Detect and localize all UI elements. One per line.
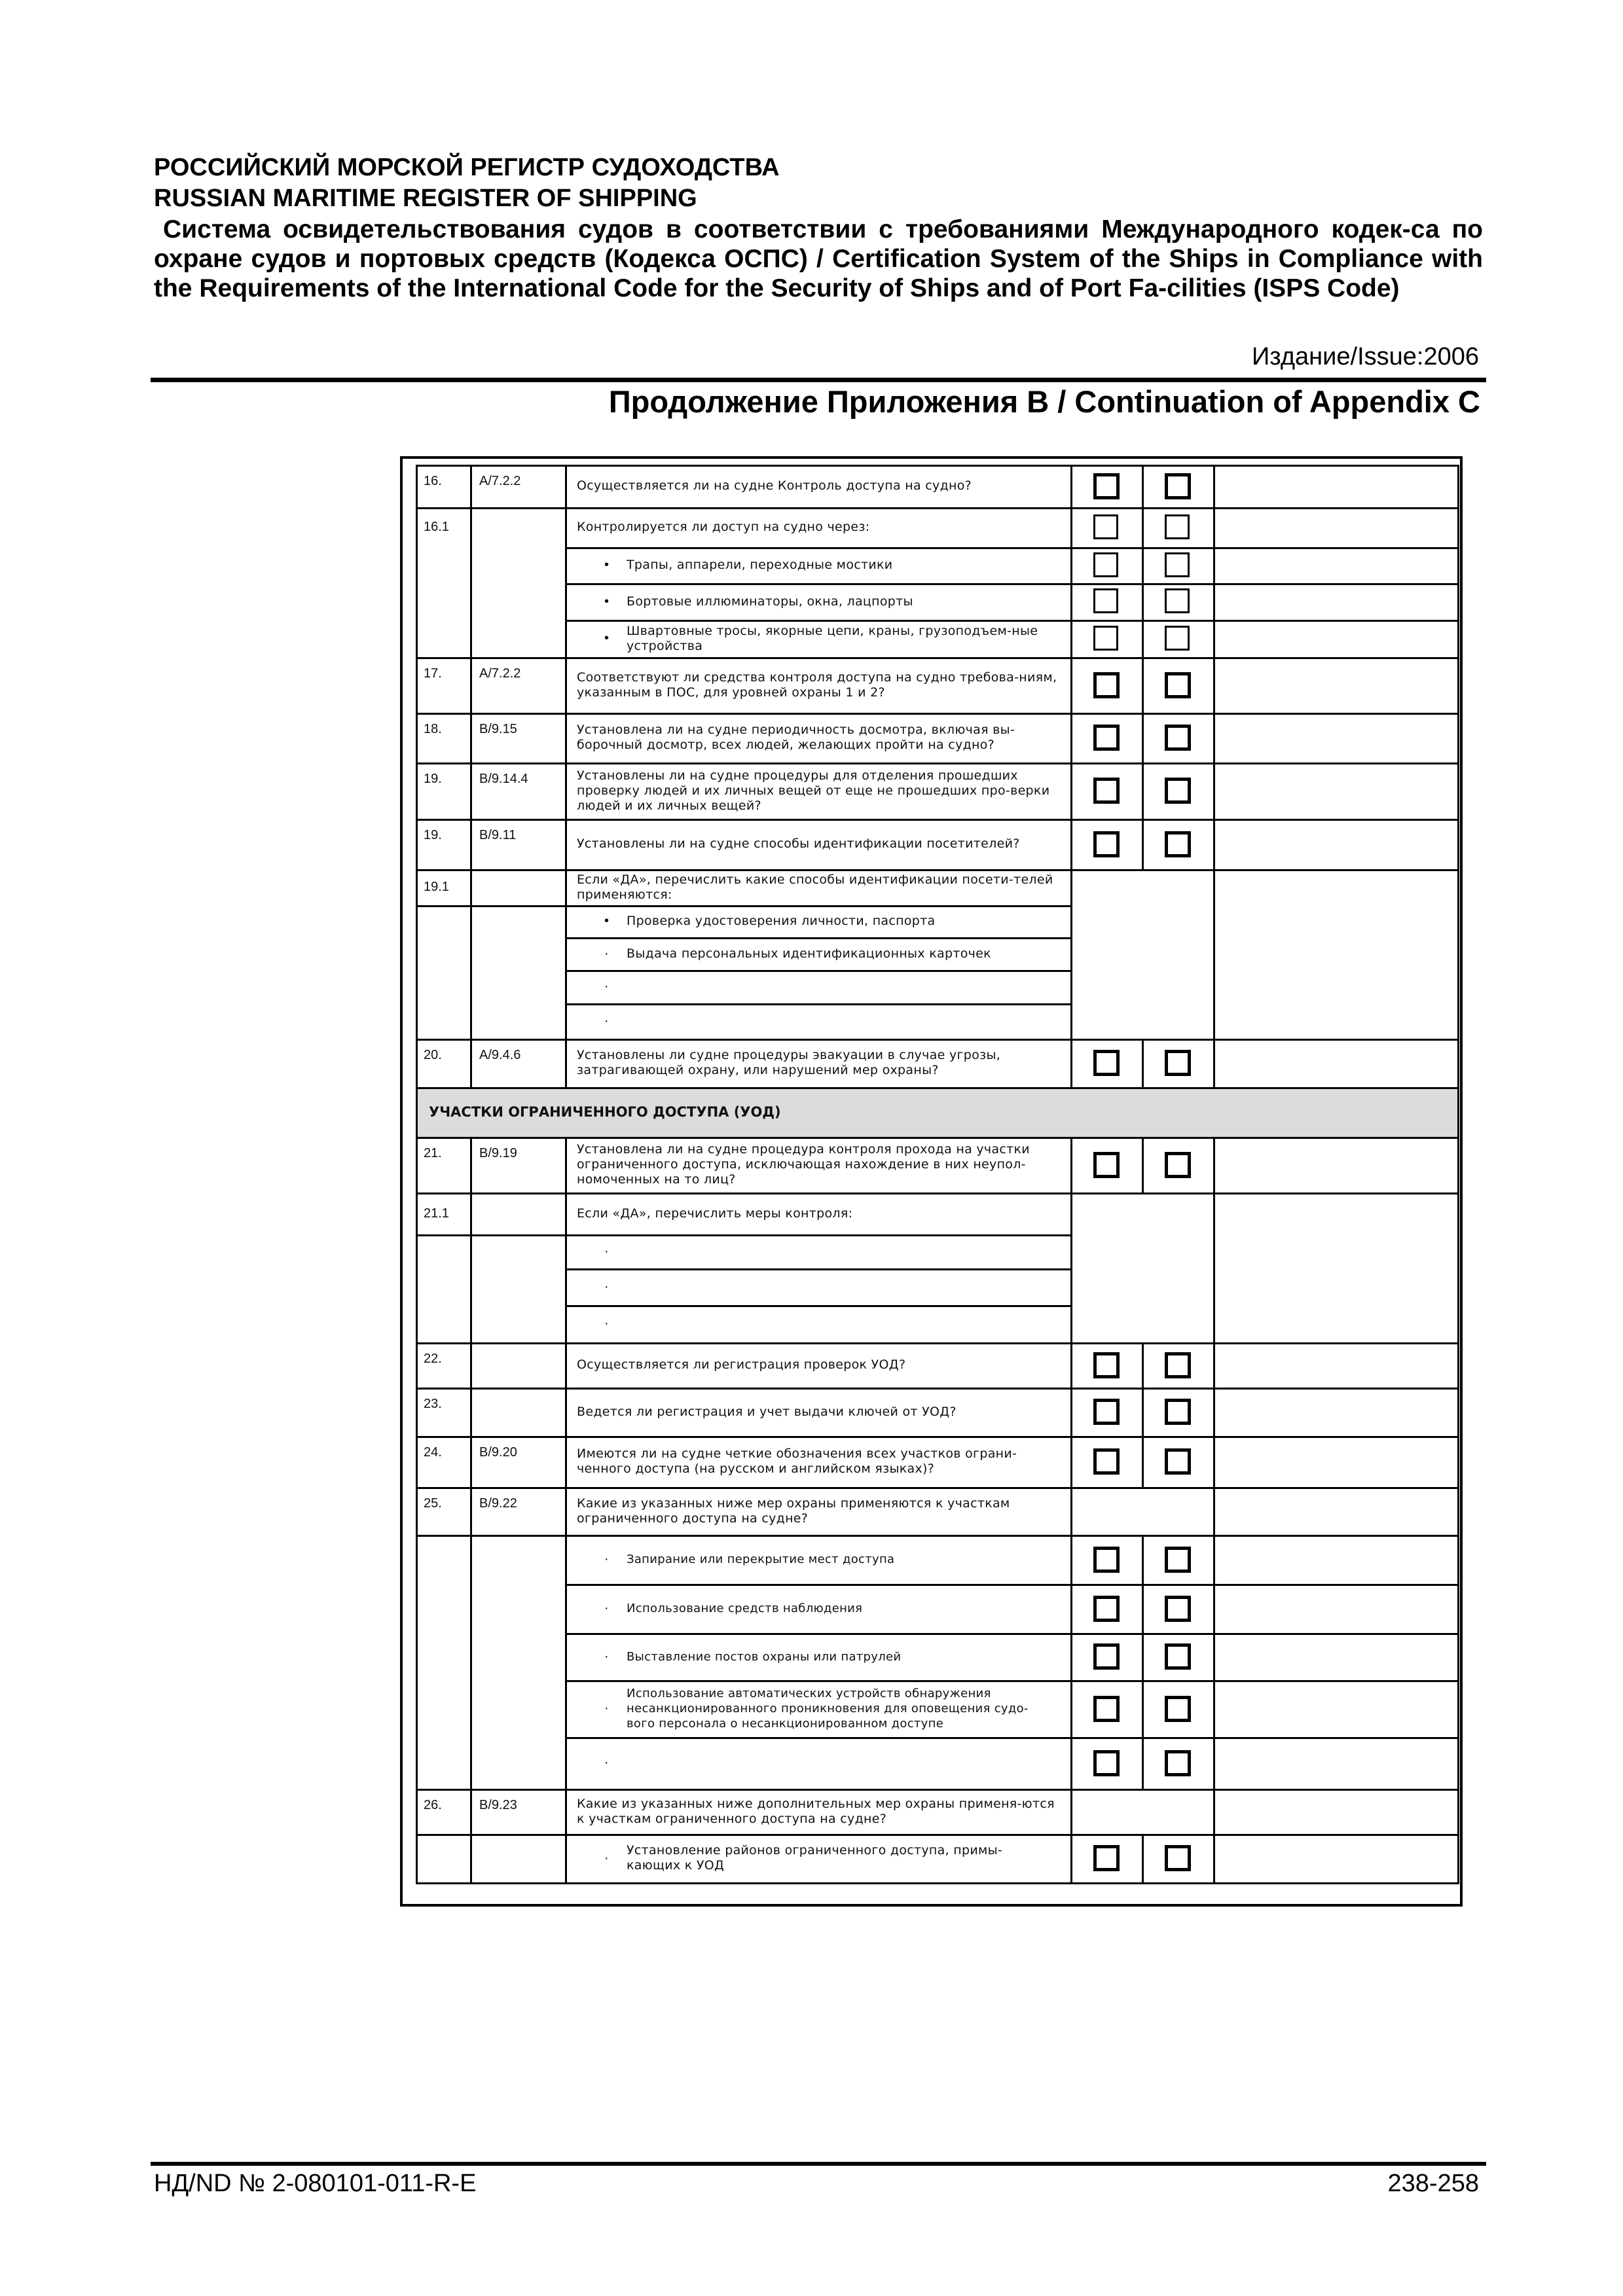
row-r25-item-5-yes-checkbox[interactable]	[1093, 1750, 1120, 1776]
row-question	[565, 1789, 1070, 1834]
row-number-text: 21.1	[424, 1206, 449, 1221]
sub-item	[624, 1680, 1064, 1737]
table-rule	[416, 1882, 1459, 1884]
row-reference	[470, 762, 565, 819]
bullet-mark: •	[604, 594, 610, 609]
row-question-text: Ведется ли регистрация и учет выдачи ключей от УОД?	[577, 1404, 957, 1419]
row-number	[416, 465, 470, 507]
row-reference-text: A/7.2.2	[479, 666, 521, 681]
sub-item-text: Выставление постов охраны или патрулей	[627, 1649, 902, 1664]
bullet-mark: ·	[604, 1601, 609, 1615]
row-r25-item-3-yes-checkbox[interactable]	[1093, 1643, 1120, 1670]
row-r16-no-checkbox[interactable]	[1165, 473, 1191, 499]
row-r26-item-1-yes-checkbox[interactable]	[1093, 1845, 1120, 1871]
row-r23-yes-checkbox[interactable]	[1093, 1399, 1120, 1425]
row-r22-no-checkbox[interactable]	[1165, 1352, 1191, 1378]
row-r23-no-checkbox[interactable]	[1165, 1399, 1191, 1425]
row-question	[565, 657, 1070, 713]
sub-item-text: Установление районов ограниченного доступа, примы-кающих к УОД	[627, 1843, 1003, 1873]
row-question-text: Установлена ли на судне периодичность досмотра, включая вы-борочный досмотр, всех людей, желающих пройти на судно?	[577, 723, 1015, 752]
table-rule	[1213, 465, 1215, 1087]
row-r26-item-1-no-checkbox[interactable]	[1165, 1845, 1191, 1871]
sub-item	[624, 1003, 1064, 1039]
section-header	[416, 1087, 1457, 1137]
row-r161-item-2-no-checkbox[interactable]	[1165, 588, 1190, 613]
sub-item	[624, 547, 1064, 583]
row-r25-item-2-no-checkbox[interactable]	[1165, 1596, 1191, 1622]
table-rule	[565, 1137, 567, 1882]
table-rule	[1142, 1834, 1144, 1882]
row-number	[416, 657, 470, 713]
sub-item-text: Проверка удостоверения личности, паспорта	[627, 914, 936, 928]
row-question	[565, 1436, 1070, 1487]
row-r161-yes-checkbox[interactable]	[1093, 514, 1118, 539]
row-r17-yes-checkbox[interactable]	[1093, 672, 1120, 698]
row-question-text: Установлены ли на судне способы идентификации посетителей?	[577, 836, 1020, 851]
row-number-text: 19.	[424, 828, 442, 842]
table-rule	[1142, 1535, 1144, 1789]
sub-item	[624, 1584, 1064, 1633]
row-question-text: Какие из указанных ниже дополнительных мер охраны применя-ются к участкам ограниченного доступа на судне?	[577, 1796, 1055, 1826]
bullet-mark: ·	[604, 1013, 609, 1028]
footer-divider	[151, 2162, 1486, 2166]
table-rule	[565, 465, 567, 1087]
row-number	[416, 1193, 470, 1234]
row-r161-item-2-yes-checkbox[interactable]	[1093, 588, 1118, 613]
row-r25-item-4-yes-checkbox[interactable]	[1093, 1696, 1120, 1722]
sub-item	[624, 1305, 1064, 1342]
row-question	[565, 1342, 1070, 1388]
row-reference	[470, 657, 565, 713]
bullet-mark: ·	[604, 1701, 609, 1715]
row-number-text: 16.	[424, 474, 442, 488]
row-r21-no-checkbox[interactable]	[1165, 1152, 1191, 1178]
row-question-text: Если «ДА», перечислить меры контроля:	[577, 1206, 853, 1221]
sub-item-text: Запирание или перекрытие мест доступа	[627, 1552, 895, 1566]
sub-item	[624, 1633, 1064, 1680]
row-r161-item-3-yes-checkbox[interactable]	[1093, 626, 1118, 651]
bullet-mark: ·	[604, 946, 609, 961]
row-reference	[470, 1436, 565, 1487]
row-r161-item-3-no-checkbox[interactable]	[1165, 626, 1190, 651]
row-question-text: Имеются ли на судне четкие обозначения всех участков ограни-ченного доступа (на русском и английском языках)?	[577, 1446, 1017, 1476]
bullet-mark: ·	[604, 1316, 609, 1331]
row-question	[565, 762, 1070, 819]
row-r161-no-checkbox[interactable]	[1165, 514, 1190, 539]
row-r25-item-1-yes-checkbox[interactable]	[1093, 1547, 1120, 1573]
page-title: Продолжение Приложения В / Continuation of Appendix C	[608, 384, 1480, 419]
sub-item-text: Трапы, аппарели, переходные мостики	[627, 558, 893, 572]
sub-item	[624, 1535, 1064, 1584]
header-divider	[151, 378, 1486, 382]
row-r25-item-1-no-checkbox[interactable]	[1165, 1547, 1191, 1573]
row-question	[565, 1193, 1070, 1234]
row-reference	[470, 465, 565, 507]
row-reference	[470, 819, 565, 869]
row-r24-yes-checkbox[interactable]	[1093, 1448, 1120, 1475]
row-question-text: Осуществляется ли на судне Контроль доступа на судно?	[577, 478, 972, 493]
row-question-text: Осуществляется ли регистрация проверок УОД?	[577, 1357, 906, 1372]
bullet-mark: ·	[604, 1244, 609, 1259]
table-rule	[1070, 465, 1072, 1087]
row-reference-text: A/7.2.2	[479, 474, 521, 488]
sub-item	[624, 1834, 1064, 1882]
bullet-mark: ·	[604, 1755, 609, 1770]
row-r18-yes-checkbox[interactable]	[1093, 725, 1120, 751]
row-question	[565, 1137, 1070, 1193]
row-r19a-no-checkbox[interactable]	[1165, 778, 1191, 804]
row-number-text: 21.	[424, 1146, 442, 1160]
row-r25-item-3-no-checkbox[interactable]	[1165, 1643, 1191, 1670]
row-number	[416, 819, 470, 869]
bullet-mark: ·	[604, 1279, 609, 1294]
row-number	[416, 1487, 470, 1535]
row-reference	[470, 1137, 565, 1193]
row-number	[416, 713, 470, 762]
row-number	[416, 1789, 470, 1834]
row-reference-text: B/9.19	[479, 1146, 517, 1160]
bullet-mark: ·	[604, 979, 609, 994]
row-r19b-no-checkbox[interactable]	[1165, 831, 1191, 857]
sub-item-text: Бортовые иллюминаторы, окна, лацпорты	[627, 594, 913, 609]
sub-item	[624, 1268, 1064, 1305]
row-r22-yes-checkbox[interactable]	[1093, 1352, 1120, 1378]
row-question-text: Установлены ли на судне процедуры для отделения прошедших проверку людей и их личных вещей от еще не прошедших про-верки людей и их личных вещей?	[577, 768, 1050, 813]
row-number-text: 24.	[424, 1445, 442, 1460]
row-r17-no-checkbox[interactable]	[1165, 672, 1191, 698]
section-header-text: УЧАСТКИ ОГРАНИЧЕННОГО ДОСТУПА (УОД)	[429, 1103, 781, 1120]
row-r25-item-4-no-checkbox[interactable]	[1165, 1696, 1191, 1722]
row-reference-text: B/9.15	[479, 722, 517, 736]
sub-item	[624, 905, 1064, 937]
row-question	[565, 507, 1070, 547]
row-reference	[470, 713, 565, 762]
row-r161-item-1-no-checkbox[interactable]	[1165, 552, 1190, 577]
sub-item	[624, 937, 1064, 970]
row-r25-item-2-yes-checkbox[interactable]	[1093, 1596, 1120, 1622]
row-question-text: Если «ДА», перечислить какие способы идентификации посети-телей применяются:	[577, 872, 1053, 902]
sub-item-text: Использование автоматических устройств обнаружения несанкционированного проникновения для оповещения судо-вого персонала о несанкционированном доступе	[627, 1687, 1029, 1731]
row-question-text: Какие из указанных ниже мер охраны применяются к участкам ограниченного доступа на судне?	[577, 1496, 1010, 1526]
row-reference-text: B/9.22	[479, 1496, 517, 1511]
row-r21-yes-checkbox[interactable]	[1093, 1152, 1120, 1178]
table-rule	[1457, 465, 1459, 1884]
row-question	[565, 1039, 1070, 1087]
system-title: Система освидетельствования судов в соответствии с требованиями Международного кодек-са по охране судов и портовых средств (Кодекса ОСПС) / Certification System of the Ships in Compliance with the Requirements of the International Code for the Security of Ships and of Port Fa-cilities (ISPS Code)	[154, 215, 1483, 302]
org-name-en: RUSSIAN MARITIME REGISTER OF SHIPPING	[154, 185, 697, 212]
table-rule	[470, 1137, 472, 1882]
sub-item	[624, 583, 1064, 620]
sub-item-text: Использование средств наблюдения	[627, 1602, 863, 1615]
row-number-text: 20.	[424, 1048, 442, 1062]
bullet-mark: •	[604, 914, 610, 928]
row-number	[416, 1137, 470, 1193]
row-number-text: 17.	[424, 666, 442, 681]
row-reference-text: A/9.4.6	[479, 1048, 521, 1062]
row-number	[416, 762, 470, 819]
bullet-mark: ·	[604, 1649, 609, 1664]
row-number	[416, 1436, 470, 1487]
sub-item	[624, 1737, 1064, 1789]
row-r20-yes-checkbox[interactable]	[1093, 1050, 1120, 1076]
row-number	[416, 1388, 470, 1436]
row-reference-text: B/9.20	[479, 1445, 517, 1460]
sub-item	[624, 620, 1064, 657]
row-reference	[470, 1487, 565, 1535]
row-question-text: Установлены ли судне процедуры эвакуации в случае угрозы, затрагивающей охрану, или нарушений мер охраны?	[577, 1048, 1001, 1077]
table-rule	[1142, 1342, 1144, 1487]
row-number-text: 19.1	[424, 880, 449, 894]
table-rule	[1213, 1137, 1215, 1882]
sub-item-text: Швартовные тросы, якорные цепи, краны, грузоподъем-ные устройства	[627, 623, 1038, 653]
row-r19b-yes-checkbox[interactable]	[1093, 831, 1120, 857]
row-question	[565, 713, 1070, 762]
row-r24-no-checkbox[interactable]	[1165, 1448, 1191, 1475]
bullet-mark: ·	[604, 1850, 609, 1865]
row-reference-text: B/9.14.4	[479, 772, 528, 786]
row-r161-item-1-yes-checkbox[interactable]	[1093, 552, 1118, 577]
row-number	[416, 1342, 470, 1388]
row-number-text: 25.	[424, 1496, 442, 1511]
document-number: НД/ND № 2-080101-011-R-E	[154, 2170, 477, 2197]
row-reference-text: B/9.11	[479, 828, 517, 842]
row-number	[416, 507, 470, 547]
row-r25-item-5-no-checkbox[interactable]	[1165, 1750, 1191, 1776]
row-r18-no-checkbox[interactable]	[1165, 725, 1191, 751]
table-rule	[1142, 1137, 1144, 1193]
row-r20-no-checkbox[interactable]	[1165, 1050, 1191, 1076]
row-number-text: 19.	[424, 772, 442, 786]
row-question	[565, 1487, 1070, 1535]
sub-item	[624, 1234, 1064, 1268]
row-number-text: 18.	[424, 722, 442, 736]
row-question-text: Соответствуют ли средства контроля доступа на судно требова-ниям, указанным в ПОС, для уровней охраны 1 и 2?	[577, 670, 1057, 700]
row-question	[565, 1388, 1070, 1436]
row-reference	[470, 1039, 565, 1087]
row-question	[565, 819, 1070, 869]
row-number-text: 16.1	[424, 519, 449, 534]
bullet-mark: •	[604, 558, 610, 572]
sub-item-text: Выдача персональных идентификационных карточек	[627, 946, 991, 961]
row-number-text: 26.	[424, 1798, 442, 1812]
row-number-text: 23.	[424, 1397, 442, 1411]
bullet-mark: ·	[604, 1552, 609, 1566]
row-reference-text: B/9.23	[479, 1798, 517, 1812]
row-number	[416, 1039, 470, 1087]
row-r19a-yes-checkbox[interactable]	[1093, 778, 1120, 804]
row-question-text: Установлена ли на судне процедура контроля прохода на участки ограниченного доступа, исключающая нахождение в них неупол-номоченных на то лиц?	[577, 1142, 1030, 1187]
row-question-text: Контролируется ли доступ на судно через:	[577, 520, 870, 534]
row-number-text: 22.	[424, 1352, 442, 1366]
org-name-ru: РОССИЙСКИЙ МОРСКОЙ РЕГИСТР СУДОХОДСТВА	[154, 154, 780, 181]
row-reference	[470, 1789, 565, 1834]
table-rule	[470, 465, 472, 1087]
issue-label: Издание/Issue:2006	[1251, 343, 1479, 370]
row-question	[565, 465, 1070, 507]
table-rule	[1142, 1039, 1144, 1087]
sub-item	[624, 970, 1064, 1003]
table-rule	[1142, 465, 1144, 869]
table-rule	[1070, 1137, 1072, 1882]
row-question	[565, 869, 1070, 905]
row-r16-yes-checkbox[interactable]	[1093, 473, 1120, 499]
bullet-mark: •	[604, 631, 610, 645]
row-number	[416, 869, 470, 905]
page-number: 238-258	[1387, 2170, 1479, 2197]
